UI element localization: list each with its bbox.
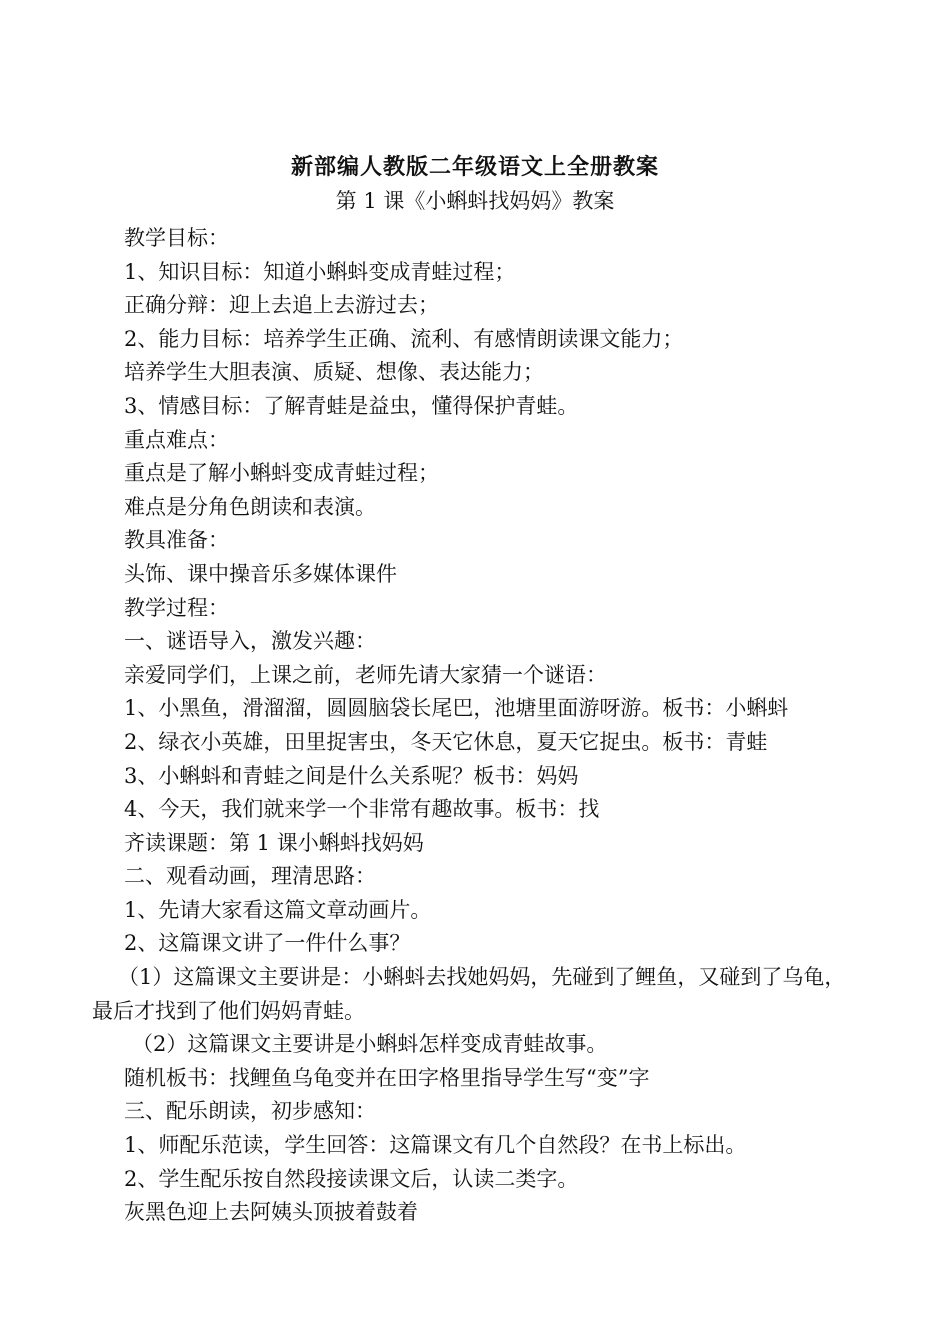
text-line: 亲爱同学们，上课之前，老师先请大家猜一个谜语： [124, 662, 607, 687]
text-line: 1、知识目标：知道小蝌蚪变成青蛙过程； [124, 259, 516, 284]
text-line: 一、谜语导入，激发兴趣： [124, 629, 376, 654]
text-line: 2、这篇课文讲了一件什么事？ [124, 931, 411, 956]
text-line: 教学过程： [124, 595, 229, 620]
text-line: 教具准备： [124, 528, 229, 553]
text-line: 2、学生配乐按自然段接读课文后，认读二类字。 [124, 1166, 579, 1191]
text-line: 重点难点： [124, 427, 229, 452]
lesson-subtitle: 第 1 课《小蝌蚪找妈妈》教案 [335, 189, 615, 213]
text-line: （2）这篇课文主要讲是小蝌蚪怎样变成青蛙故事。 [132, 1032, 608, 1057]
text-line: 正确分辩：迎上去追上去游过去； [124, 293, 439, 318]
text-line: 1、师配乐范读，学生回答：这篇课文有几个自然段？在书上标出。 [124, 1133, 747, 1158]
text-line: 1、小黑鱼，滑溜溜，圆圆脑袋长尾巴，池塘里面游呀游。板书：小蝌蚪 [124, 696, 789, 721]
text-line: 头饰、课中操音乐多媒体课件 [124, 561, 397, 586]
text-line: 最后才找到了他们妈妈青蛙。 [92, 998, 365, 1023]
document-title: 新部编人教版二年级语文上全册教案 [290, 154, 659, 180]
text-line: 二、观看动画，理清思路： [124, 864, 376, 889]
text-line: 1、先请大家看这篇文章动画片。 [124, 897, 432, 922]
text-line: 3、小蝌蚪和青蛙之间是什么关系呢？板书：妈妈 [124, 763, 579, 788]
text-line: 2、绿衣小英雄，田里捉害虫，冬天它休息，夏天它捉虫。板书：青蛙 [124, 729, 768, 754]
text-line: 重点是了解小蝌蚪变成青蛙过程； [124, 461, 439, 486]
text-line: 2、能力目标：培养学生正确、流利、有感情朗读课文能力； [124, 326, 684, 351]
text-line: 难点是分角色朗读和表演。 [124, 494, 376, 519]
text-line: 培养学生大胆表演、质疑、想像、表达能力； [124, 360, 544, 385]
text-line: 三、配乐朗读，初步感知： [124, 1099, 376, 1124]
text-line: 灰黑色迎上去阿姨头顶披着鼓着 [124, 1200, 418, 1225]
text-line: 3、情感目标：了解青蛙是益虫，懂得保护青蛙。 [124, 393, 579, 418]
text-line: 齐读课题：第 1 课小蝌蚪找妈妈 [124, 830, 424, 855]
text-line: 教学目标： [124, 226, 229, 250]
text-line: 4、今天，我们就来学一个非常有趣故事。板书：找 [124, 797, 600, 822]
text-line: （1）这篇课文主要讲是：小蝌蚪去找她妈妈，先碰到了鲤鱼，又碰到了乌龟， [118, 965, 846, 990]
text-line: 随机板书：找鲤鱼乌龟变并在田字格里指导学生写“变”字 [124, 1065, 650, 1090]
document-body [0, 222, 950, 1230]
